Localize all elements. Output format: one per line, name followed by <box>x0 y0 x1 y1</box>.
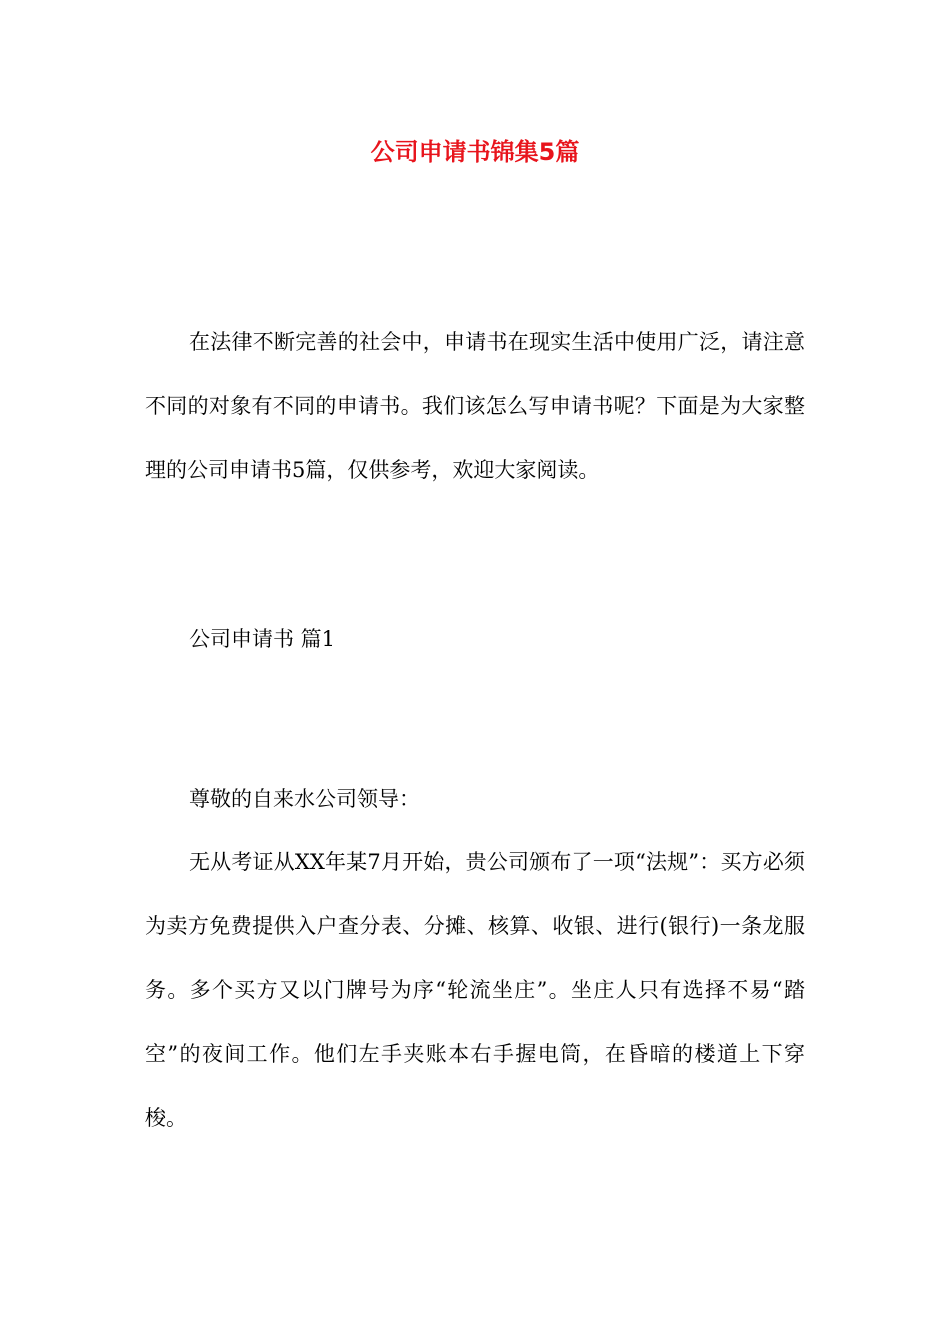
salutation-paragraph: 尊敬的自来水公司领导： <box>189 787 420 811</box>
section-heading: 公司申请书 篇1 <box>189 627 336 651</box>
document-title: 公司申请书锦集5篇 <box>370 138 580 166</box>
body-paragraph: 无从考证从XX年某7月开始，贵公司颁布了一项“法规”：买方必须为卖方免费提供入户查分表、分摊、核算、收银、进行(银行)一条龙服务。多个买方又以门牌号为序“轮流坐庄”。坐庄人只有选择不易“踏空”的夜间工作。他们左手夹账本右手握电筒，在昏暗的楼道上下穿梭。 <box>145 850 805 1130</box>
intro-paragraph: 在法律不断完善的社会中，申请书在现实生活中使用广泛，请注意不同的对象有不同的申请书。我们该怎么写申请书呢？下面是为大家整理的公司申请书5篇，仅供参考，欢迎大家阅读。 <box>145 330 805 482</box>
